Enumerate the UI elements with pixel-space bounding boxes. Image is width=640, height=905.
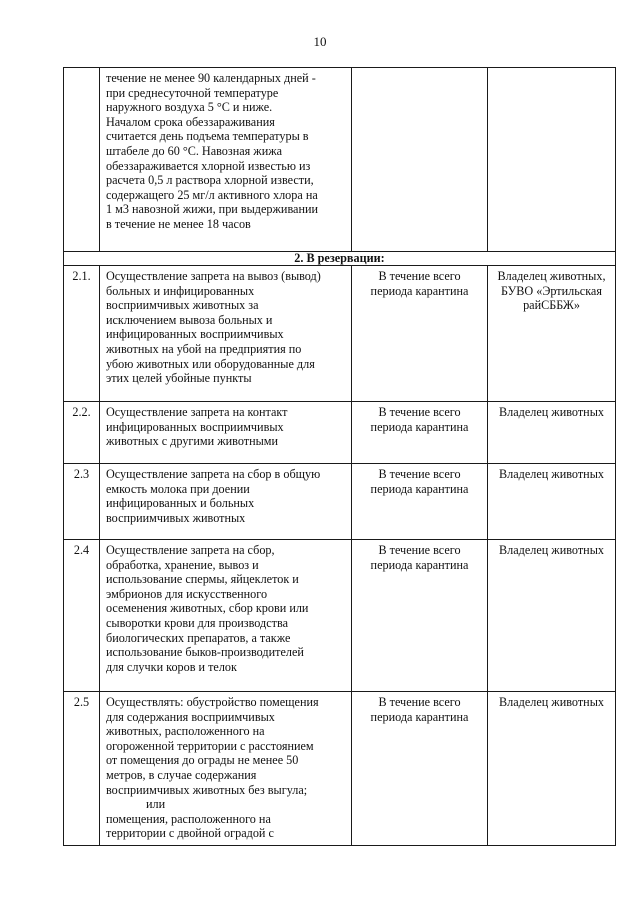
text-line: обработка, хранение, вывоз и <box>106 557 259 572</box>
responsible-cell <box>488 68 616 252</box>
quarantine-measures-table <box>63 67 616 846</box>
text-line: огороженной территории с расстоянием <box>106 738 314 753</box>
text-line: биологических препаратов, а также <box>106 630 291 645</box>
text-line: Началом срока обеззараживания <box>106 114 275 129</box>
text-line: 1 м3 навозной жижи, при выдерживании <box>106 202 319 217</box>
text-line: этих целей убойные пункты <box>106 371 252 386</box>
term-cell <box>352 692 488 846</box>
text-line: при среднесуточной температуре <box>106 85 279 100</box>
text-line: метров, в случае содержания <box>106 767 257 782</box>
measure-cell <box>100 68 352 252</box>
responsible-cell <box>488 266 616 402</box>
text-line: помещения, расположенного на <box>106 811 271 826</box>
term-line: В течение всего <box>378 695 461 709</box>
text-line: расчета 0,5 л раствора хлорной извести, <box>106 173 314 188</box>
term-cell <box>352 266 488 402</box>
term-line: периода карантина <box>370 419 469 434</box>
text-line: для случки коров и телок <box>106 659 237 674</box>
term-cell <box>352 68 488 252</box>
text-line: Осуществление запрета на сбор в общую <box>106 467 321 481</box>
text-line: обеззараживается хлорной известью из <box>106 158 311 173</box>
text-line: осеменения животных, сбор крови или <box>106 601 309 616</box>
term-cell <box>352 402 488 464</box>
responsible-line: Владелец животных <box>499 405 604 419</box>
row-number: 2.5 <box>64 692 100 846</box>
term-cell <box>352 464 488 540</box>
table-row <box>64 540 616 692</box>
text-line: Осуществление запрета на контакт <box>106 405 288 419</box>
text-line: территории с двойной оградой с <box>106 826 274 841</box>
term-line: В течение всего <box>378 543 461 557</box>
text-line: инфицированных восприимчивых <box>106 419 284 434</box>
responsible-cell <box>488 464 616 540</box>
number-cell <box>64 68 100 252</box>
text-line: считается день подъема температуры в <box>106 129 309 144</box>
text-line: убою животных или оборудованные для <box>106 356 315 371</box>
text-line: Осуществлять: обустройство помещения <box>106 695 319 709</box>
responsible-line: БУВО «Эртильская <box>501 283 602 298</box>
responsible-line: райСББЖ» <box>523 298 580 313</box>
text-line: наружного воздуха 5 °С и ниже. <box>106 100 273 115</box>
text-line: восприимчивых животных без выгула; <box>106 782 308 797</box>
continuation-row <box>64 68 616 252</box>
term-line: периода карантина <box>370 557 469 572</box>
row-number: 2.3 <box>64 464 100 540</box>
measure-cell <box>100 266 352 402</box>
text-line: или <box>146 797 166 812</box>
term-line: В течение всего <box>378 269 461 283</box>
text-line: эмбрионов для искусственного <box>106 586 268 601</box>
responsible-line: Владелец животных <box>499 467 604 481</box>
text-line: содержащего 25 мг/л активного хлора на <box>106 187 318 202</box>
text-line: больных и инфицированных <box>106 283 255 298</box>
measure-cell <box>100 540 352 692</box>
text-line: в течение не менее 18 часов <box>106 216 251 231</box>
term-line: периода карантина <box>370 283 469 298</box>
text-line: животных на убой на предприятия по <box>106 341 302 356</box>
section-heading-row <box>64 252 616 266</box>
measure-cell <box>100 464 352 540</box>
section-heading: 2. В резервации: <box>64 252 616 266</box>
row-number: 2.1. <box>64 266 100 402</box>
responsible-line: Владелец животных <box>499 695 604 709</box>
table-row <box>64 692 616 846</box>
measure-cell <box>100 692 352 846</box>
responsible-cell <box>488 692 616 846</box>
text-line: от помещения до ограды не менее 50 <box>106 753 299 768</box>
text-line: течение не менее 90 календарных дней - <box>106 71 316 85</box>
term-line: периода карантина <box>370 481 469 496</box>
term-line: В течение всего <box>378 405 461 419</box>
term-cell <box>352 540 488 692</box>
text-line: Осуществление запрета на сбор, <box>106 543 275 557</box>
page-number: 10 <box>313 34 327 49</box>
responsible-line: Владелец животных <box>499 543 604 557</box>
measure-cell <box>100 402 352 464</box>
responsible-line: Владелец животных, <box>497 269 606 283</box>
text-line: животных с другими животными <box>106 434 279 449</box>
table-row <box>64 266 616 402</box>
responsible-cell <box>488 402 616 464</box>
text-line: животных, расположенного на <box>106 724 265 739</box>
text-line: емкость молока при доении <box>106 481 250 496</box>
text-line: использование быков-производителей <box>106 645 304 660</box>
text-line: штабеле до 60 °С. Навозная жижа <box>106 143 283 158</box>
text-line: Осуществление запрета на вывоз (вывод) <box>106 269 321 283</box>
table-row <box>64 402 616 464</box>
text-line: для содержания восприимчивых <box>106 709 275 724</box>
row-number: 2.4 <box>64 540 100 692</box>
text-line: восприимчивых животных за <box>106 298 259 313</box>
responsible-cell <box>488 540 616 692</box>
term-line: периода карантина <box>370 709 469 724</box>
text-line: исключением вывоза больных и <box>106 312 273 327</box>
text-line: использование спермы, яйцеклеток и <box>106 572 299 587</box>
table-row <box>64 464 616 540</box>
text-line: сыворотки крови для производства <box>106 615 288 630</box>
text-line: инфицированных восприимчивых <box>106 327 284 342</box>
row-number: 2.2. <box>64 402 100 464</box>
text-line: восприимчивых животных <box>106 510 246 525</box>
text-line: инфицированных и больных <box>106 496 255 511</box>
term-line: В течение всего <box>378 467 461 481</box>
